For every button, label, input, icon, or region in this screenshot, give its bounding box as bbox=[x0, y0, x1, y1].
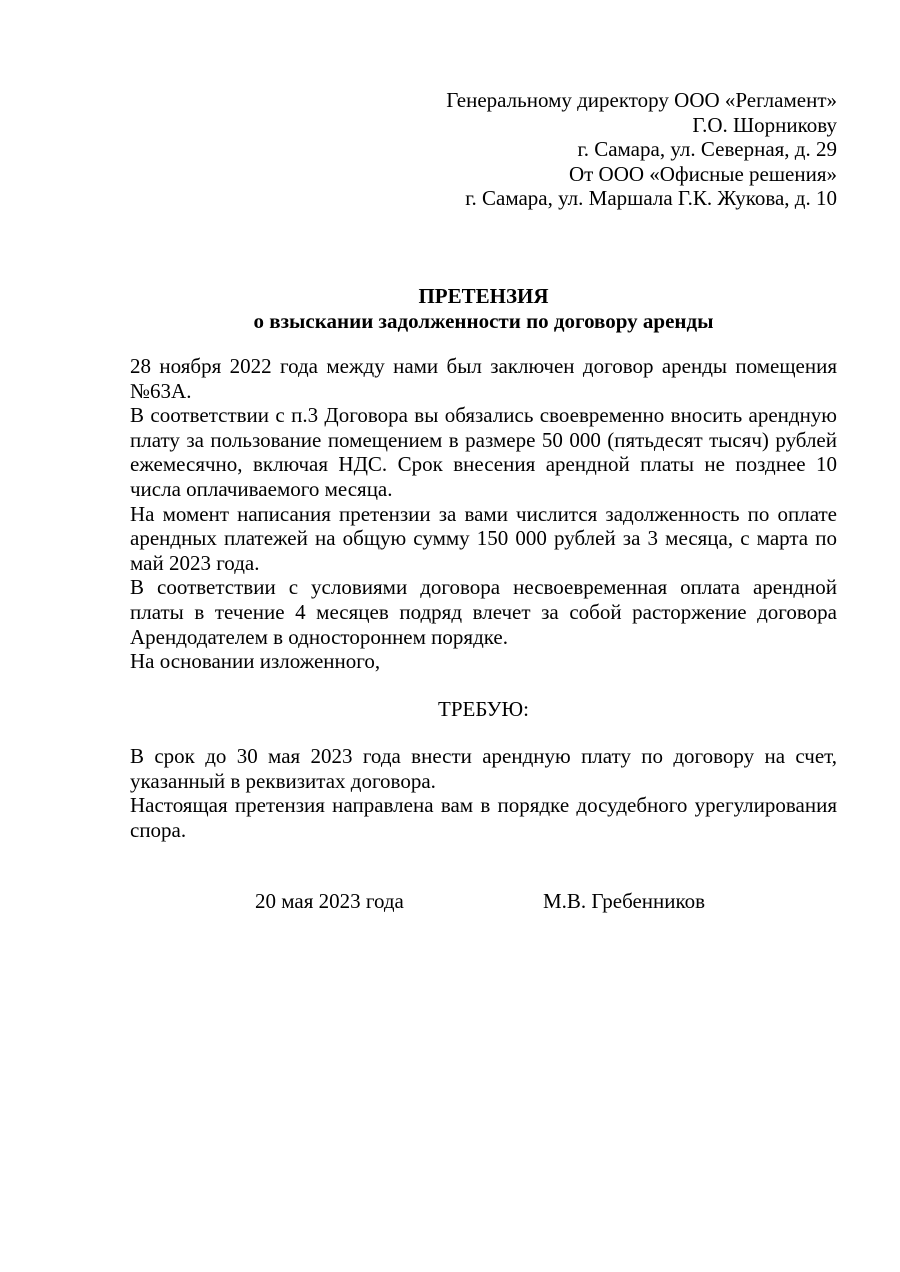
paragraph-contract: 28 ноября 2022 года между нами был заключен договор аренды помещения №63А. bbox=[130, 354, 837, 403]
addressee-block bbox=[360, 88, 837, 211]
title-subheading: о взыскании задолженности по договору аренды bbox=[253, 309, 714, 333]
demand-payment: В срок до 30 мая 2023 года внести арендную плату по договору на счет, указанный в реквизитах договора. bbox=[130, 744, 837, 793]
paragraph-debt: На момент написания претензии за вами числится задолженность по оплате арендных платежей на общую сумму 150 000 рублей за 3 месяца, с марта по май 2023 года. bbox=[130, 501, 837, 575]
title-heading: ПРЕТЕНЗИЯ bbox=[418, 284, 549, 308]
sender-address: г. Самара, ул. Маршала Г.К. Жукова, д. 10 bbox=[465, 186, 837, 210]
demand-heading: ТРЕБУЮ: bbox=[438, 697, 529, 721]
signature-name: М.В. Гребенников bbox=[543, 889, 706, 913]
addressee-position: Генеральному директору ООО «Регламент» bbox=[446, 88, 837, 112]
demand-pretrial-note: Настоящая претензия направлена вам в порядке досудебного урегулирования спора. bbox=[130, 793, 837, 842]
paragraph-obligation: В соответствии с п.3 Договора вы обязались своевременно вносить арендную плату за пользование помещением в размере 50 000 (пятьдесят тысяч) рублей ежемесячно, включая НДС. Срок внесения арендной платы не позднее 10 числа оплачиваемого месяца. bbox=[130, 403, 837, 501]
addressee-name: Г.О. Шорникову bbox=[692, 112, 837, 137]
demand-body bbox=[130, 744, 837, 842]
claim-body bbox=[130, 354, 837, 674]
paragraph-termination: В соответствии с условиями договора несвоевременная оплата арендной платы в течение 4 месяцев подряд влечет за собой расторжение договора Арендодателем в одностороннем порядке. bbox=[130, 575, 837, 649]
signature-date: 20 мая 2023 года bbox=[255, 889, 404, 913]
addressee-address: г. Самара, ул. Северная, д. 29 bbox=[577, 137, 837, 161]
paragraph-basis: На основании изложенного, bbox=[130, 649, 381, 674]
document-title bbox=[130, 284, 837, 334]
sender-organization: От ООО «Офисные решения» bbox=[568, 161, 837, 186]
